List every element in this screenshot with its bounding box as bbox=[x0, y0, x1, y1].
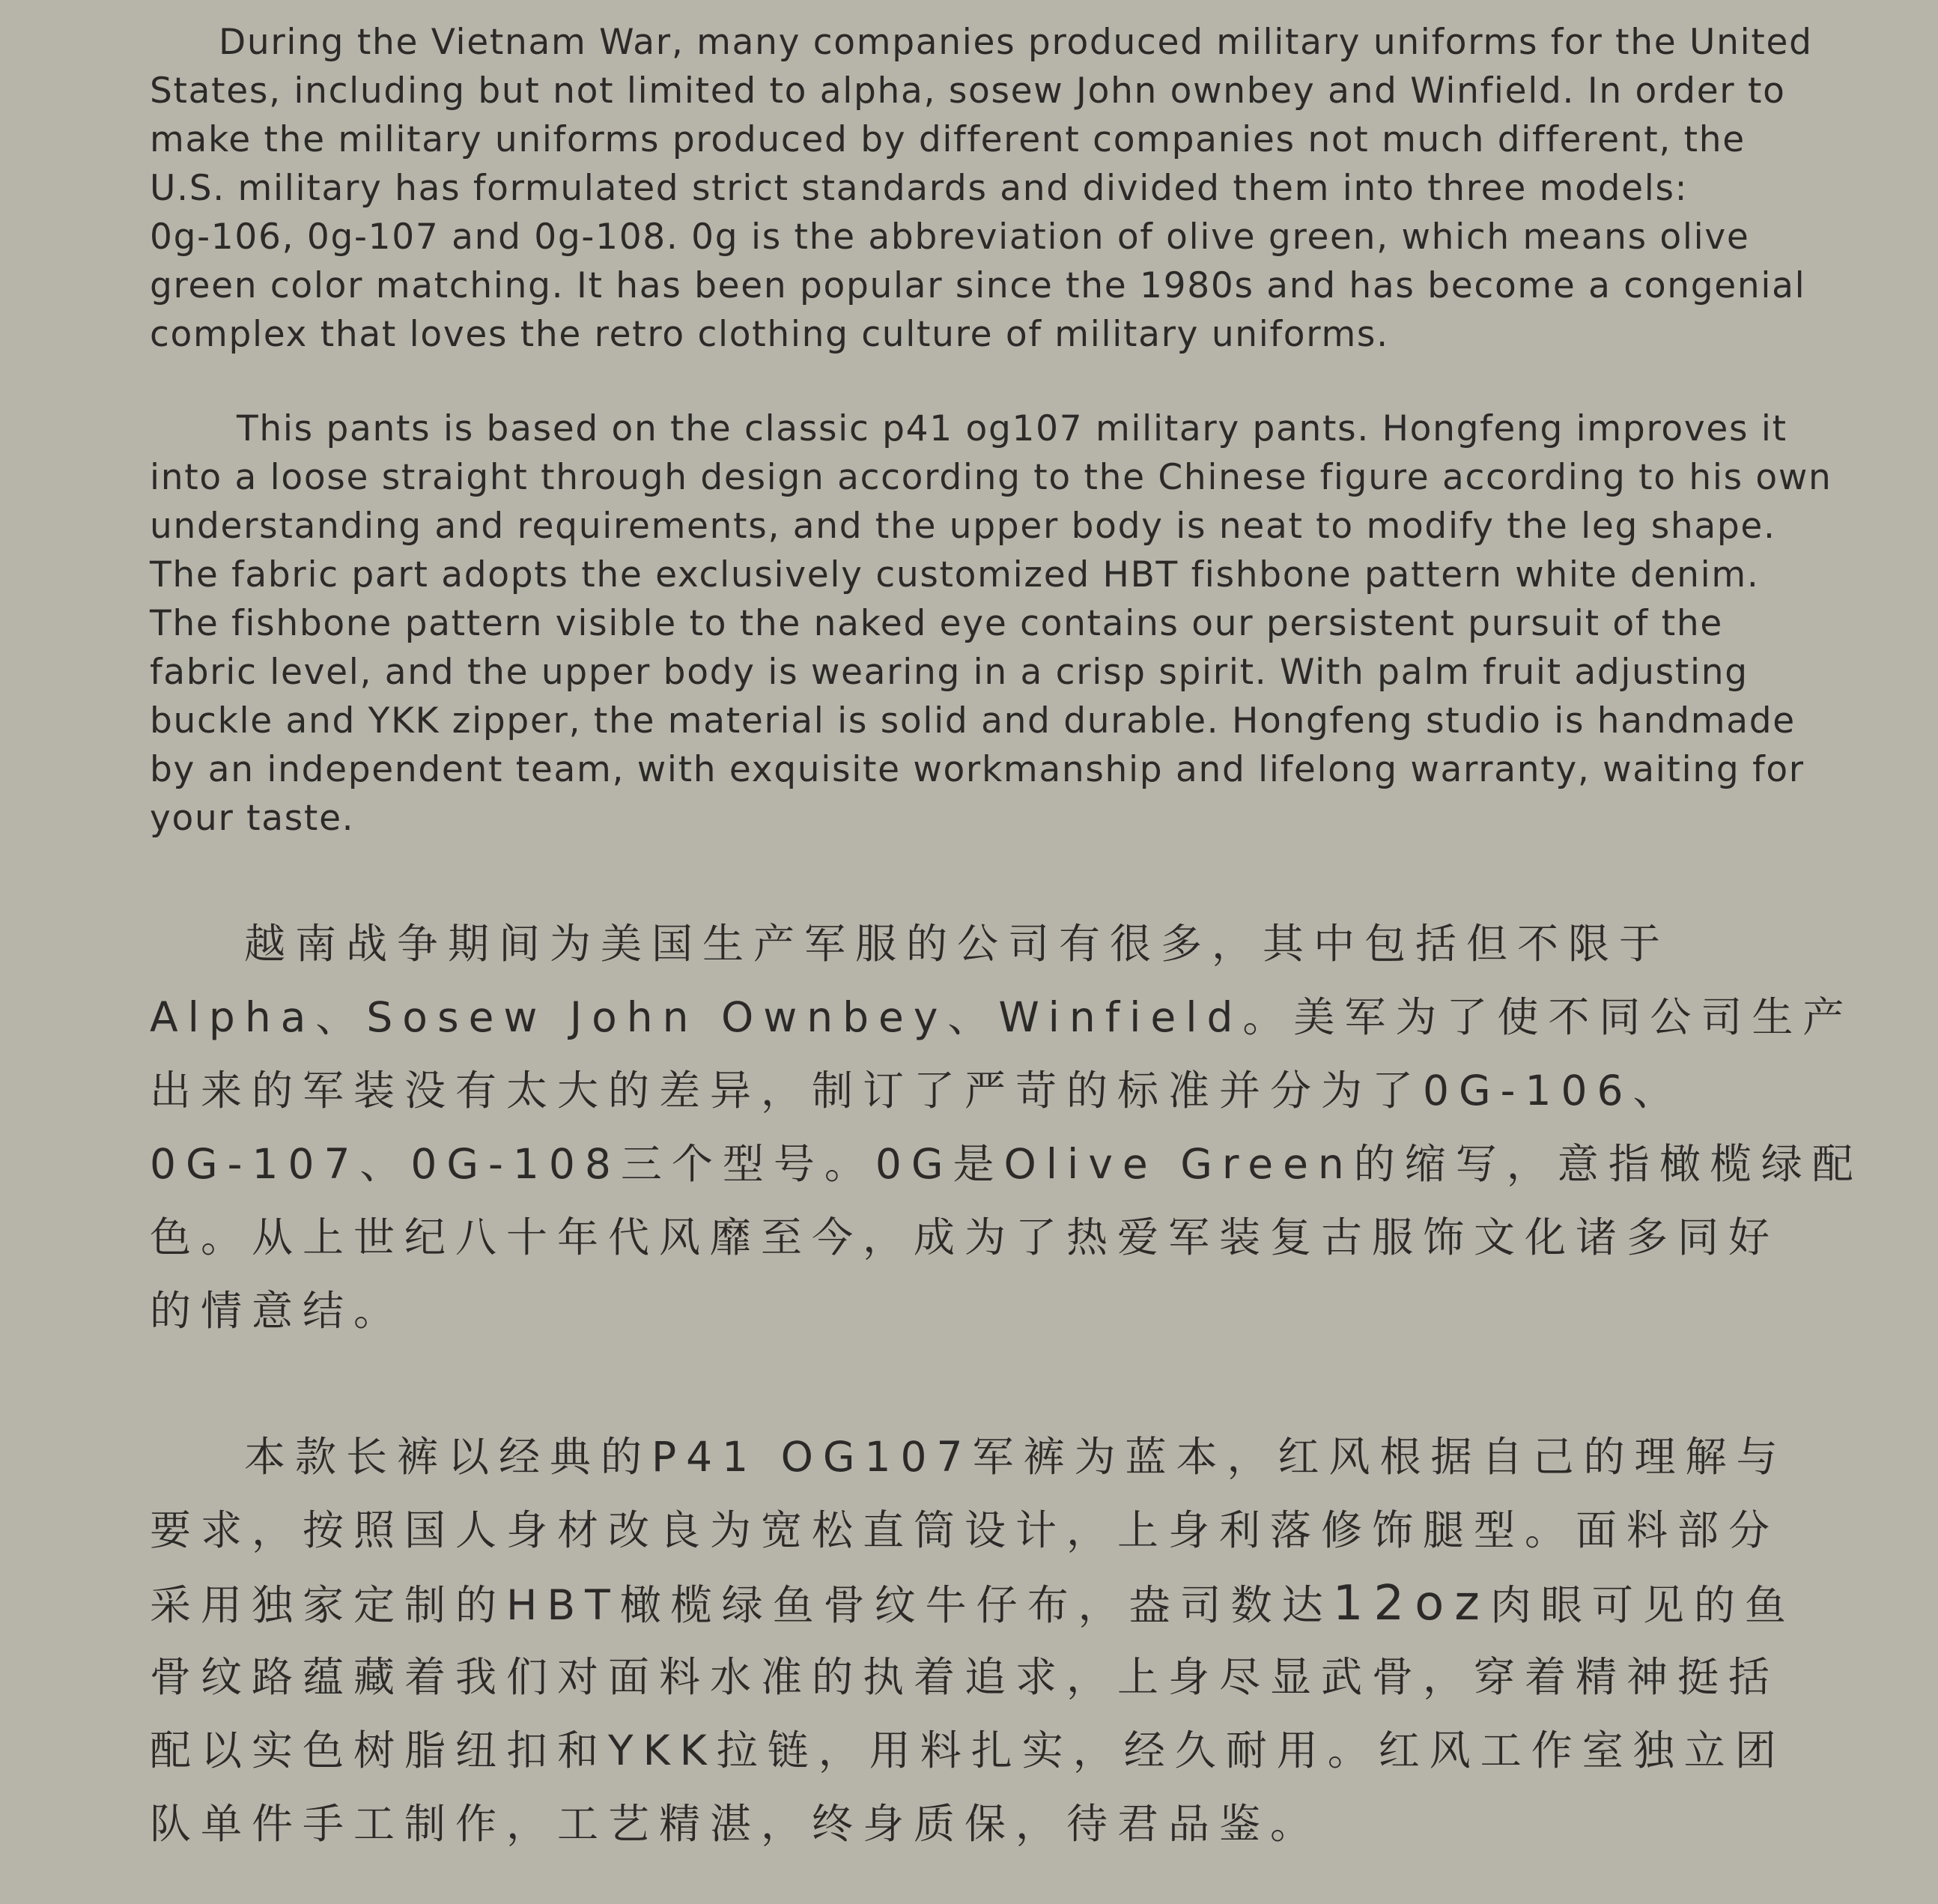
text-line: 本款长裤以经典的P41 OG107军裤为蓝本，红风根据自己的理解与 bbox=[244, 1433, 1787, 1481]
text-line: 出来的军装没有太大的差异，制订了严苛的标准并分为了0G-106、 bbox=[150, 1067, 1684, 1115]
text-segment: 采用独家定制的HBT橄榄绿鱼骨纹牛仔布，盎司数达 bbox=[150, 1581, 1333, 1629]
text-line bbox=[150, 1567, 1812, 1640]
english-paragraph-1 bbox=[150, 18, 1812, 359]
text-line: understanding and requirements, and the upper body is neat to modify the leg shape. bbox=[150, 506, 1776, 547]
text-line: The fishbone pattern visible to the naked eye contains our persistent pursuit of the bbox=[150, 603, 1723, 644]
text-line: by an independent team, with exquisite workmanship and lifelong warranty, waiting for bbox=[150, 749, 1805, 790]
text-line: green color matching. It has been popular since the 1980s and has become a congenial bbox=[150, 265, 1806, 306]
text-line: States, including but not limited to alpha, sosew John ownbey and Winfield. In order to bbox=[150, 70, 1786, 112]
text-line: 色。从上世纪八十年代风靡至今，成为了热爱军装复古服饰文化诸多同好 bbox=[150, 1213, 1780, 1261]
text-line: buckle and YKK zipper, the material is solid and durable. Hongfeng studio is handmade bbox=[150, 700, 1796, 742]
text-segment: 肉眼可见的鱼 bbox=[1489, 1581, 1796, 1629]
text-line: This pants is based on the classic p41 og107 military pants. Hongfeng improves it bbox=[237, 408, 1787, 449]
english-paragraph-2 bbox=[150, 404, 1832, 843]
text-line: 配以实色树脂纽扣和YKK拉链，用料扎实，经久耐用。红风工作室独立团 bbox=[150, 1726, 1786, 1774]
text-line: fabric level, and the upper body is wearing in a crisp spirit. With palm fruit adjusting bbox=[150, 652, 1749, 693]
text-line: make the military uniforms produced by different companies not much different, the bbox=[150, 119, 1746, 160]
text-line: U.S. military has formulated strict standards and divided them into three models: bbox=[150, 168, 1689, 209]
text-line: 的情意结。 bbox=[150, 1287, 405, 1335]
text-line: The fabric part adopts the exclusively customized HBT fishbone pattern white denim. bbox=[150, 554, 1760, 595]
text-line: complex that loves the retro clothing culture of military uniforms. bbox=[150, 314, 1389, 355]
text-line: 要求，按照国人身材改良为宽松直筒设计，上身利落修饰腿型。面料部分 bbox=[150, 1506, 1780, 1554]
text-line: your taste. bbox=[150, 798, 355, 839]
text-line: into a loose straight through design according to the Chinese figure according to his own bbox=[150, 457, 1832, 498]
fabric-weight-text: 12oz bbox=[1332, 1576, 1490, 1631]
text-line: 越南战争期间为美国生产军服的公司有很多，其中包括但不限于 bbox=[244, 920, 1671, 968]
text-line: 0g-106, 0g-107 and 0g-108. 0g is the abbreviation of olive green, which means olive bbox=[150, 216, 1750, 258]
product-description-page bbox=[150, 0, 1863, 1904]
text-line: During the Vietnam War, many companies produced military uniforms for the United bbox=[219, 22, 1813, 63]
text-line: Alpha、Sosew John Ownbey、Winfield。美军为了使不同公司生产 bbox=[150, 993, 1854, 1041]
chinese-paragraph-2 bbox=[150, 1420, 1812, 1861]
text-line: 队单件手工制作，工艺精湛，终身质保，待君品鉴。 bbox=[150, 1800, 1322, 1848]
text-line: 0G-107、0G-108三个型号。0G是Olive Green的缩写，意指橄榄绿配 bbox=[150, 1140, 1863, 1188]
text-line: 骨纹路蕴藏着我们对面料水准的执着追求，上身尽显武骨，穿着精神挺括 bbox=[150, 1653, 1780, 1701]
chinese-paragraph-1 bbox=[150, 907, 1863, 1347]
